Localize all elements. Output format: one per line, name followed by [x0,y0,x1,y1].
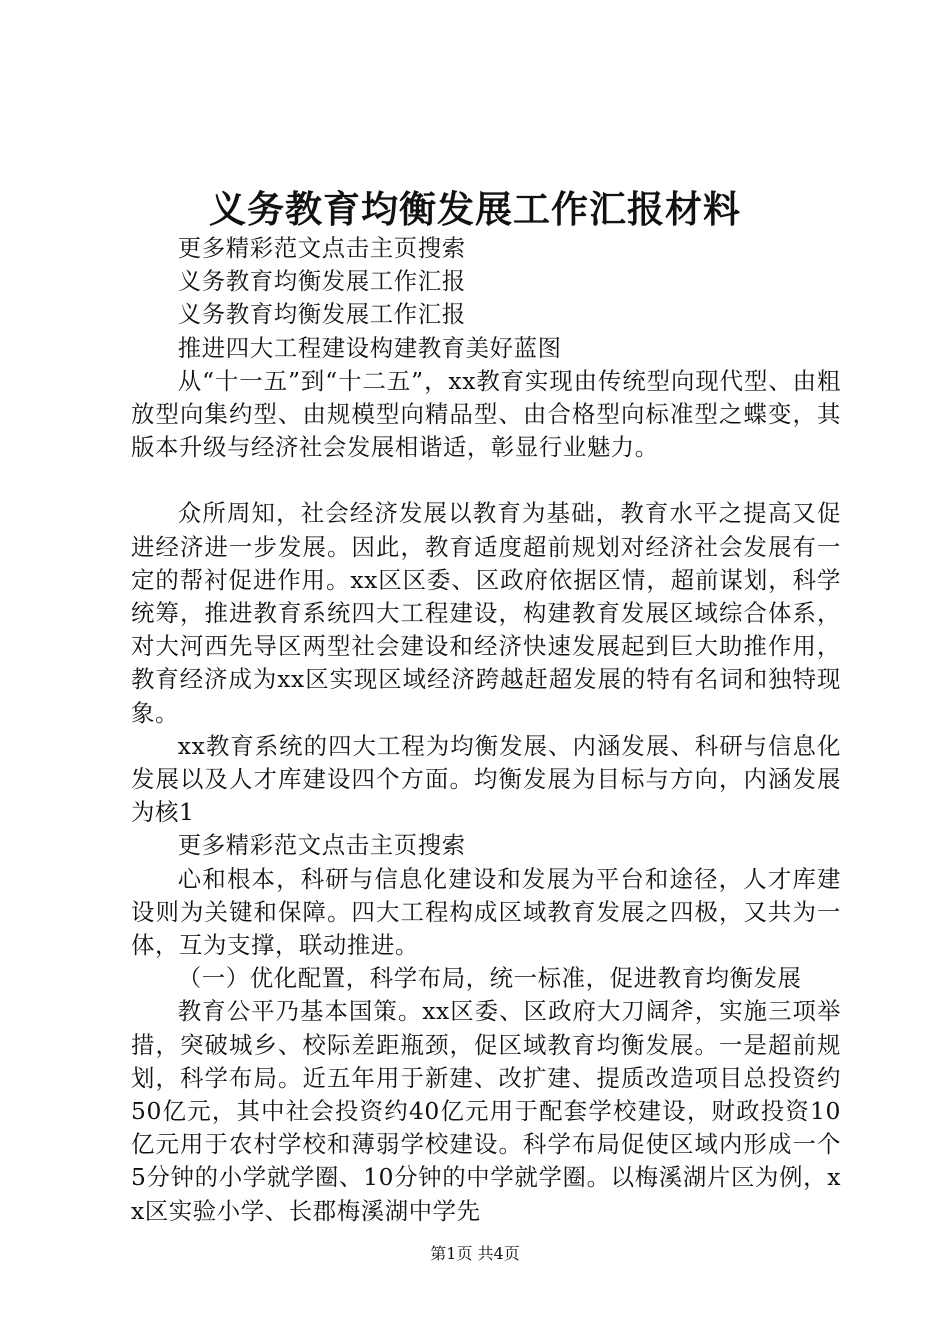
section-heading-one: （一）优化配置，科学布局，统一标准，促进教育均衡发展 [177,964,802,993]
paragraph-more-templates-2: 更多精彩范文点击主页搜索 [177,831,466,860]
paragraph-four-projects: xx教育系统的四大工程为均衡发展、内涵发展、科研与信息化发展以及人才库建设四个方面。均衡发展为目标与方向，内涵发展为核1 [131,731,841,827]
paragraph-background: 众所周知，社会经济发展以教育为基础，教育水平之提高又促进经济进一步发展。因此，教育适度超前规划对经济社会发展有一定的帮衬促进作用。xx区区委、区政府依据区情，超前谋划，科学统筹，推进教育系统四大工程建设，构建教育发展区域综合体系，对大河西先导区两型社会建设和经济快速发展起到巨大助推作用，教育经济成为xx区实现区域经济跨越赶超发展的特有名词和独特现象。 [131,499,841,727]
paragraph-more-templates-1: 更多精彩范文点击主页搜索 [177,234,466,262]
paragraph-intro: 从“十一五”到“十二五”，xx教育实现由传统型向现代型、由粗放型向集约型、由规模型向精品型、由合格型向标准型之蝶变，其版本升级与经济社会发展相谐适，彰显行业魅力。 [131,366,841,462]
document-body [131,232,841,1228]
paragraph-report-title-1: 义务教育均衡发展工作汇报 [177,267,466,296]
paragraph-subtitle: 推进四大工程建设构建教育美好蓝图 [177,333,562,362]
paragraph-report-title-2: 义务教育均衡发展工作汇报 [177,300,466,329]
page-number-footer: 第1页 共4页 [430,1244,520,1263]
paragraph-education-equity: 教育公平乃基本国策。xx区委、区政府大刀阔斧，实施三项举措，突破城乡、校际差距瓶颈，促区域教育均衡发展。一是超前规划，科学布局。近五年用于新建、改扩建、提质改造项目总投资约50亿元，其中社会投资约40亿元用于配套学校建设，财政投资10亿元用于农村学校和薄弱学校建设。科学布局促使区域内形成一个5分钟的小学就学圈、10分钟的中学就学圈。以梅溪湖片区为例，xx区实验小学、长郡梅溪湖中学先 [131,997,841,1225]
paragraph-core-foundation: 心和根本，科研与信息化建设和发展为平台和途径，人才库建设则为关键和保障。四大工程构成区域教育发展之四极，又共为一体，互为支撑，联动推进。 [131,864,841,960]
document-title: 义务教育均衡发展工作汇报材料 [209,187,741,231]
